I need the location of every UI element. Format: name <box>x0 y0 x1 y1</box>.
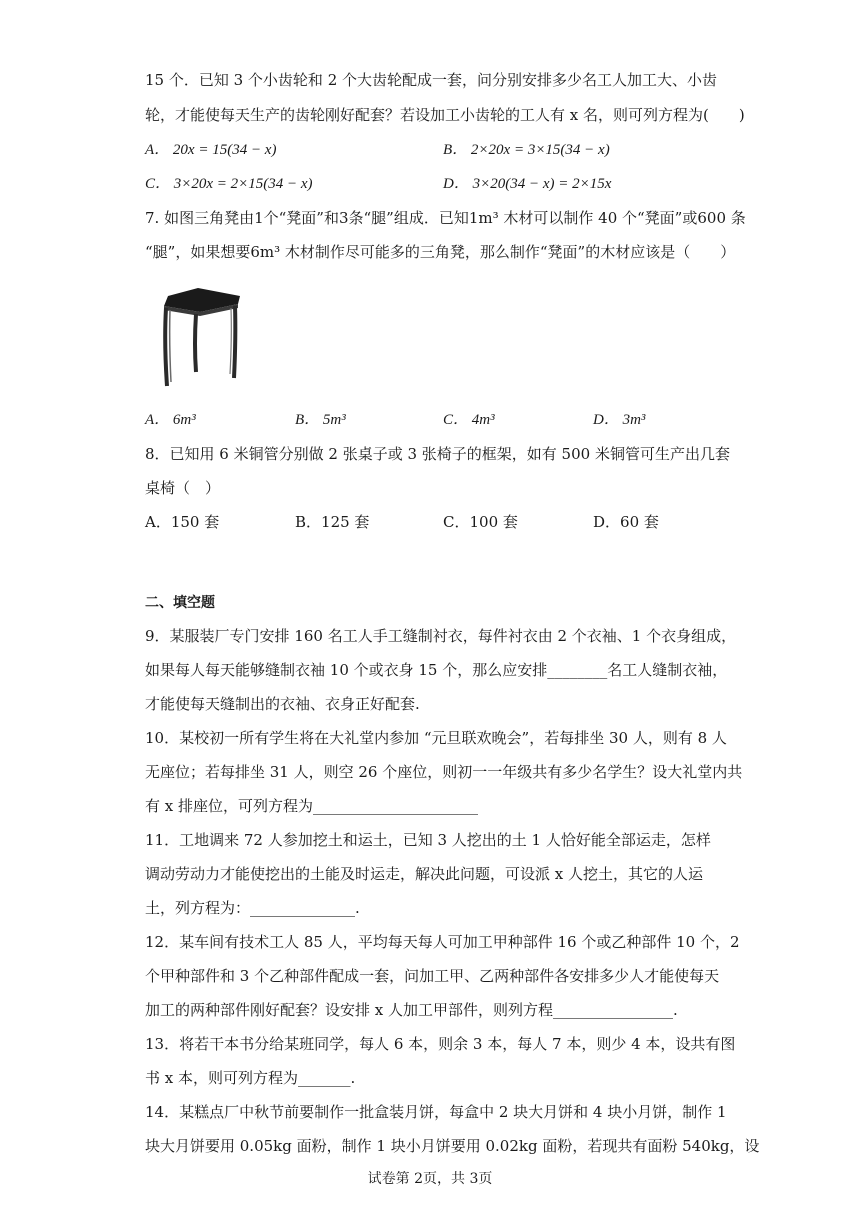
q6-line-2: 轮，才能使每天生产的齿轮刚好配套？若设加工小齿轮的工人有 x 名，则可列方程为( ) <box>145 106 745 124</box>
q8-option-b: B．125 套 <box>295 513 370 531</box>
q10-line-2: 无座位；若每排坐 31 人，则空 26 个座位，则初一一年级共有多少名学生？设大礼堂内共 <box>145 763 743 781</box>
q7-option-a: A． 6m³ <box>145 412 196 428</box>
q7-option-d: D． 3m³ <box>593 412 646 428</box>
q6-line-1: 15 个．已知 3 个小齿轮和 2 个大齿轮配成一套，问分别安排多少名工人加工大、小齿 <box>145 71 718 89</box>
q8-option-c: C．100 套 <box>443 513 518 531</box>
q8-option-d: D．60 套 <box>593 513 659 531</box>
q6-option-a: A． 20x = 15(34 − x) <box>145 142 277 158</box>
q7-line-1: 7. 如图三角凳由1个“凳面”和3条“腿”组成．已知1m³ 木材可以制作 40 个“凳面”或600 条 <box>145 209 746 227</box>
q8-line-1: 8．已知用 6 米铜管分别做 2 张桌子或 3 张椅子的框架，如有 500 米铜管可生产出几套 <box>145 445 730 463</box>
q11-line-2: 调动劳动力才能使挖出的土能及时运走，解决此问题，可设派 x 人挖土，其它的人运 <box>145 865 703 883</box>
q7-option-b: B． 5m³ <box>295 412 346 428</box>
q6-option-d: D． 3×20(34 − x) = 2×15x <box>443 176 612 192</box>
q6-option-c: C． 3×20x = 2×15(34 − x) <box>145 176 313 192</box>
q12-line-2: 个甲种部件和 3 个乙种部件配成一套，问加工甲、乙两种部件各安排多少人才能使每天 <box>145 967 720 985</box>
q6-option-b: B． 2×20x = 3×15(34 − x) <box>443 142 610 158</box>
section-heading-fill-blank: 二、填空题 <box>145 594 215 610</box>
q9-line-1: 9．某服装厂专门安排 160 名工人手工缝制衬衣，每件衬衣由 2 个衣袖、1 个衣身组成， <box>145 627 737 645</box>
q12-line-1: 12．某车间有技术工人 85 人，平均每天每人可加工甲种部件 16 个或乙种部件 10 个，2 <box>145 933 740 951</box>
q9-line-3: 才能使每天缝制出的衣袖、衣身正好配套. <box>145 695 420 713</box>
q7-line-2: “腿”，如果想要6m³ 木材制作尽可能多的三角凳，那么制作“凳面”的木材应该是（ ） <box>145 243 736 261</box>
q8-option-a: A．150 套 <box>145 513 220 531</box>
triangular-stool-image <box>150 282 250 392</box>
q11-line-3: 土，列方程为：______________. <box>145 899 360 917</box>
q14-line-1: 14．某糕点厂中秋节前要制作一批盒装月饼，每盒中 2 块大月饼和 4 块小月饼，制作 1 <box>145 1103 727 1121</box>
page-footer: 试卷第 2页，共 3页 <box>367 1171 493 1187</box>
q13-line-2: 书 x 本，则可列方程为_______. <box>145 1069 356 1087</box>
q9-line-2: 如果每人每天能够缝制衣袖 10 个或衣身 15 个，那么应安排________名工人缝制衣袖， <box>145 661 728 679</box>
q13-line-1: 13．将若干本书分给某班同学，每人 6 本，则余 3 本，每人 7 本，则少 4 本，设共有图 <box>145 1035 736 1053</box>
q10-line-1: 10．某校初一所有学生将在大礼堂内参加 “元旦联欢晚会”，若每排坐 30 人，则有 8 人 <box>145 729 727 747</box>
q8-line-2: 桌椅（ ） <box>145 479 221 497</box>
q11-line-1: 11．工地调来 72 人参加挖土和运土，已知 3 人挖出的土 1 人恰好能全部运走，怎样 <box>145 831 711 849</box>
q14-line-2: 块大月饼要用 0.05kg 面粉，制作 1 块小月饼要用 0.02kg 面粉，若现共有面粉 540kg，设 <box>145 1137 760 1155</box>
q7-option-c: C． 4m³ <box>443 412 495 428</box>
q10-line-3: 有 x 排座位，可列方程为______________________ <box>145 797 478 815</box>
q12-line-3: 加工的两种部件刚好配套？设安排 x 人加工甲部件，则列方程________________. <box>145 1001 678 1019</box>
